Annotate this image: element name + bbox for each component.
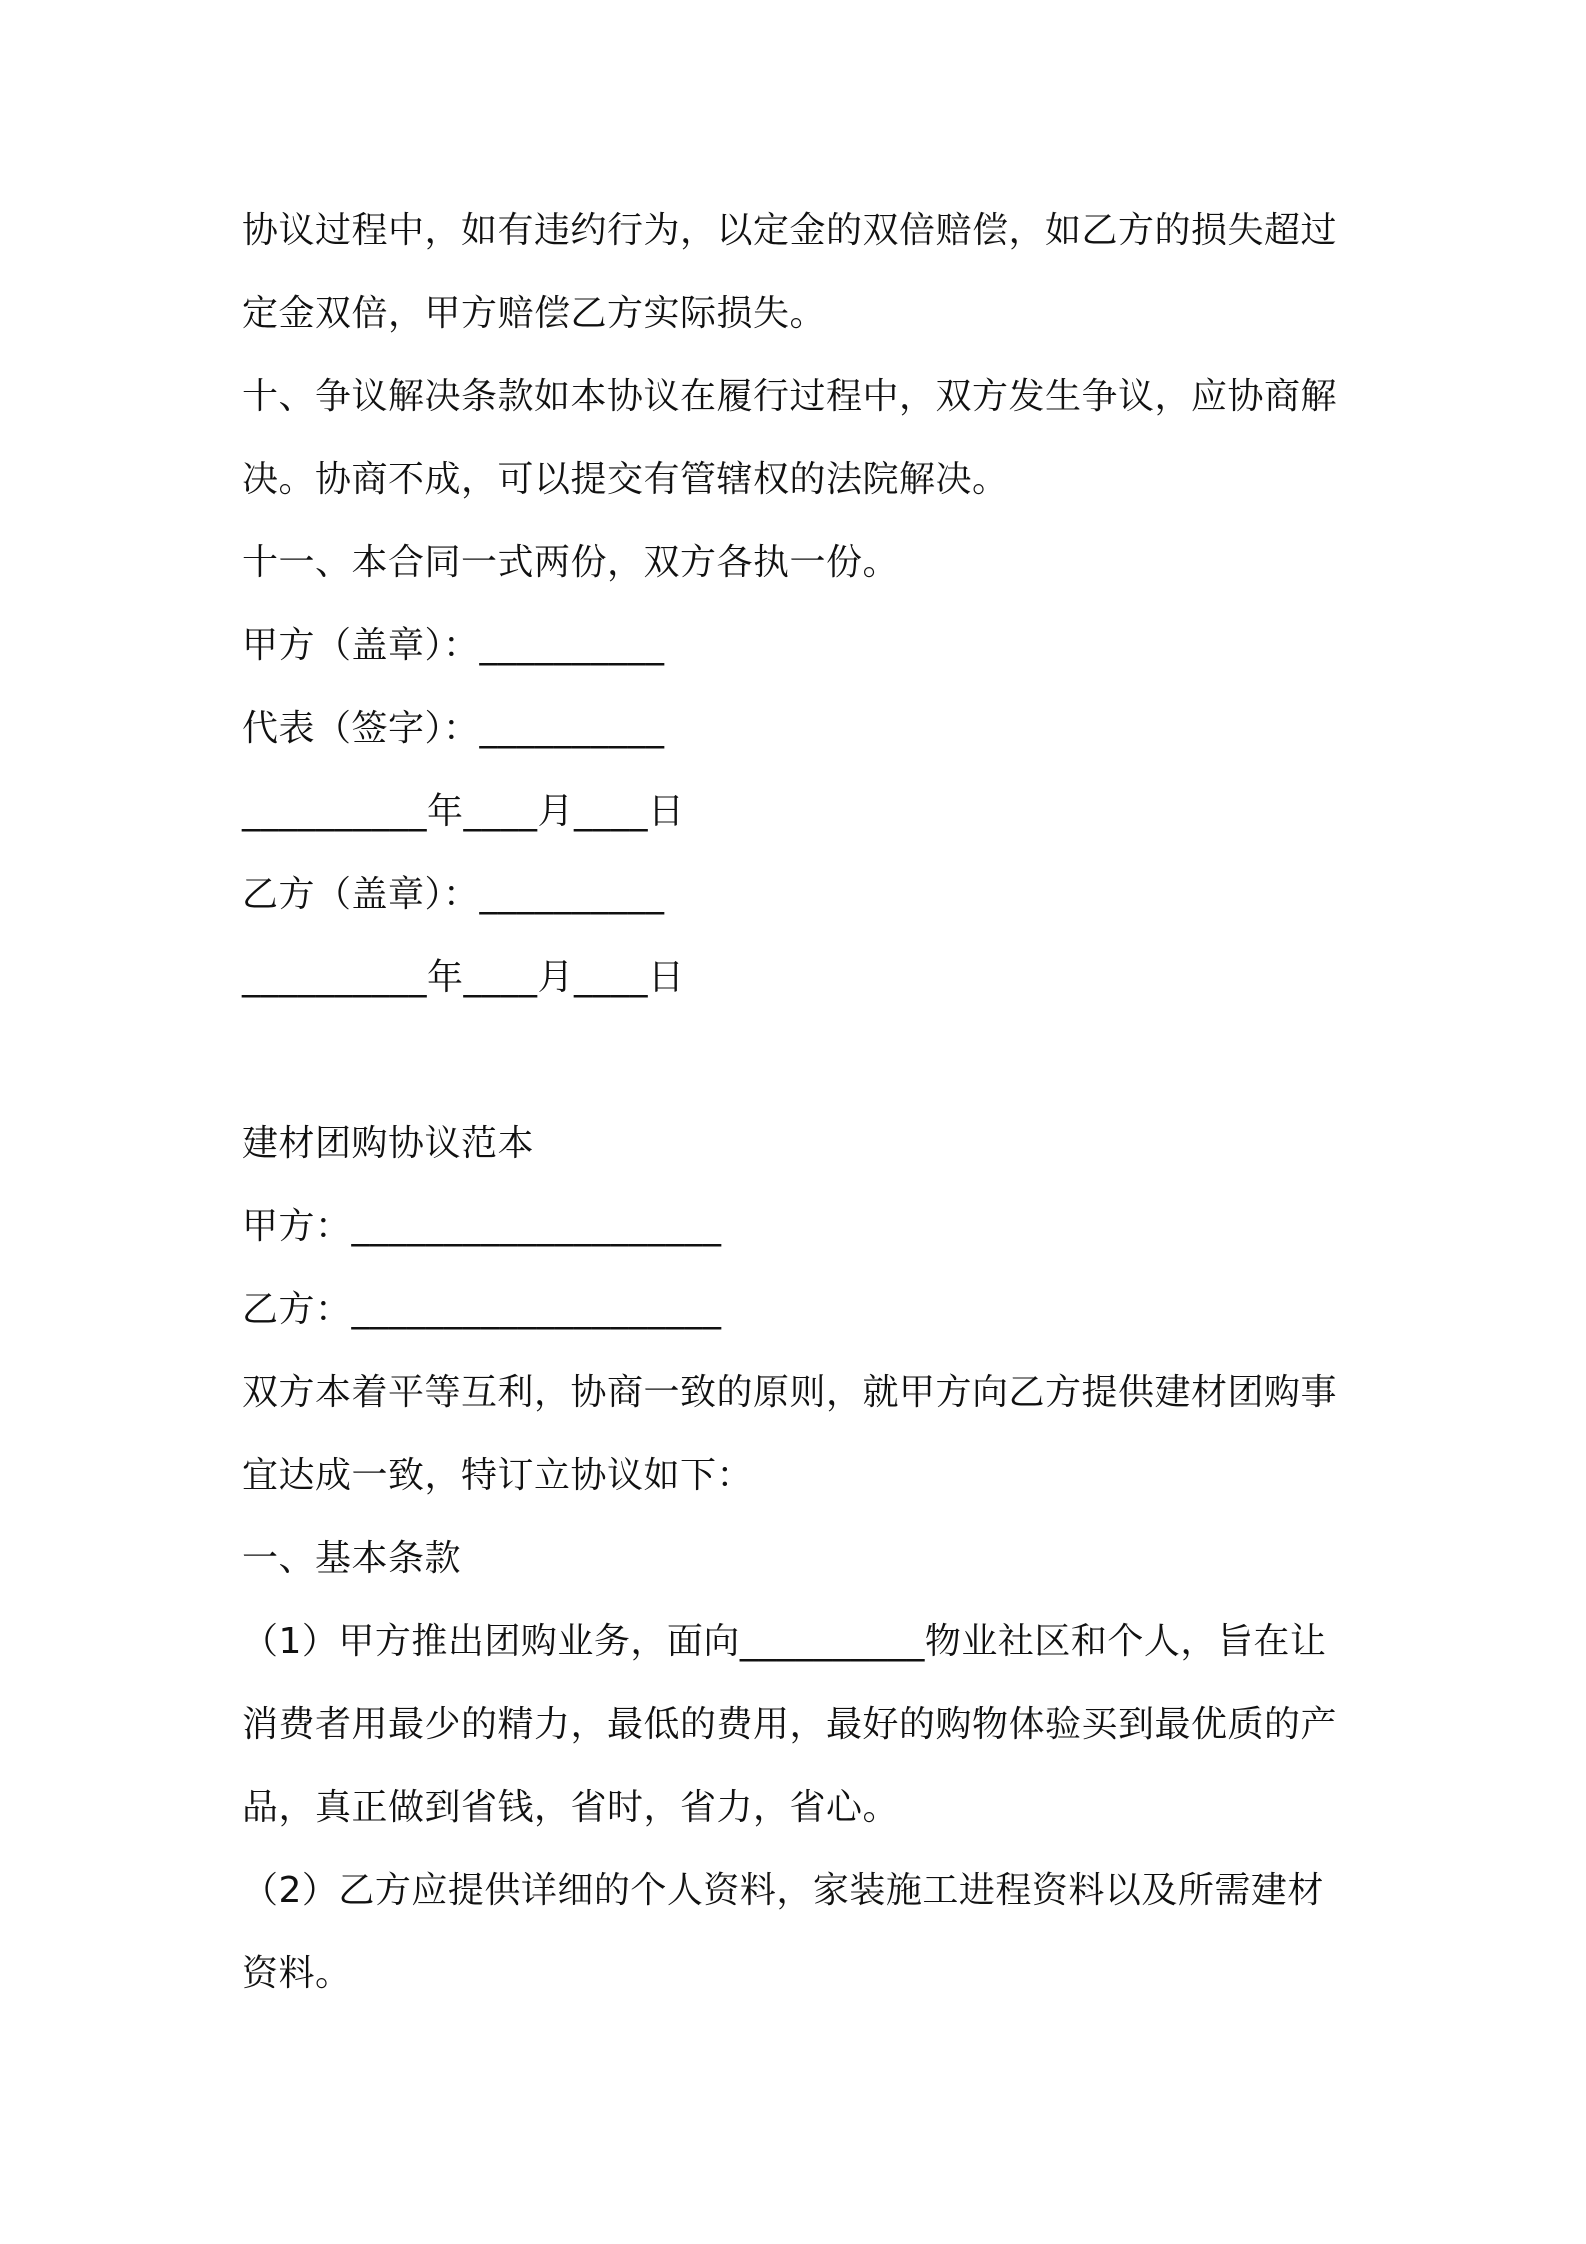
paragraph-line: 协议过程中，如有违约行为，以定金的双倍赔偿，如乙方的损失超过 [242, 210, 1338, 251]
clause-heading: 一、基本条款 [242, 1538, 462, 1579]
clause-eleven-line: 十一、本合同一式两份，双方各执一份。 [242, 542, 900, 583]
date-line: __________年____月____日 [242, 957, 685, 998]
paragraph-line: 决。协商不成，可以提交有管辖权的法院解决。 [242, 459, 1009, 500]
clause-ten-line: 十、争议解决条款如本协议在履行过程中，双方发生争议，应协商解 [242, 376, 1338, 417]
representative-signature-line: 代表（签字）：__________ [242, 708, 665, 749]
paragraph-line: （1）甲方推出团购业务，面向__________物业社区和个人，旨在让 [242, 1621, 1327, 1662]
paragraph-line: 宜达成一致，特订立协议如下： [242, 1455, 754, 1496]
party-a-line: 甲方：____________________ [242, 1206, 722, 1247]
paragraph-line: 定金双倍，甲方赔偿乙方实际损失。 [242, 293, 827, 334]
party-b-line: 乙方：____________________ [242, 1289, 722, 1330]
party-a-seal-line: 甲方（盖章）：__________ [242, 625, 665, 666]
section-title: 建材团购协议范本 [242, 1123, 535, 1164]
paragraph-line: 资料。 [242, 1953, 352, 1994]
date-line: __________年____月____日 [242, 791, 685, 832]
paragraph-line: 消费者用最少的精力，最低的费用，最好的购物体验买到最优质的产 [242, 1704, 1338, 1745]
paragraph-line: 双方本着平等互利，协商一致的原则，就甲方向乙方提供建材团购事 [242, 1372, 1338, 1413]
paragraph-line: 品，真正做到省钱，省时，省力，省心。 [242, 1787, 900, 1828]
party-b-seal-line: 乙方（盖章）：__________ [242, 874, 665, 915]
paragraph-line: （2）乙方应提供详细的个人资料，家装施工进程资料以及所需建材 [242, 1870, 1324, 1911]
